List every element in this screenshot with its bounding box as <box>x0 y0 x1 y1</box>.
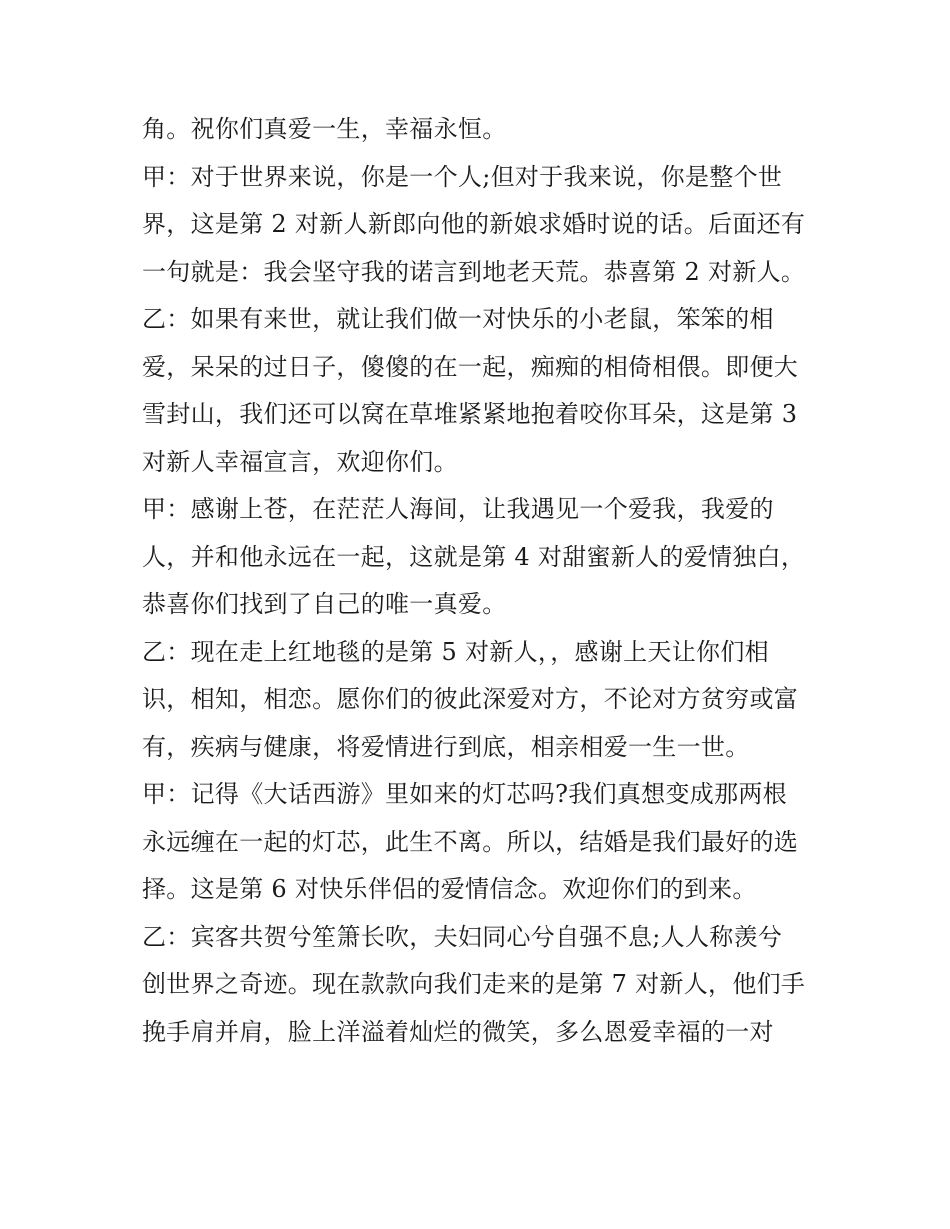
text-line: 甲：感谢上苍，在茫茫人海间，让我遇见一个爱我，我爱的 <box>142 495 774 523</box>
document-body <box>142 106 812 1056</box>
text-line: 有，疾病与健康，将爱情进行到底，相亲相爱一生一世。 <box>142 732 750 761</box>
text-line: 角。祝你们真爱一生，幸福永恒。 <box>142 115 507 143</box>
text-line: 乙：宾客共贺兮笙箫长吹，夫妇同心兮自强不息;人人称羡兮 <box>142 922 783 951</box>
text-line: 界，这是第 2 对新人新郎向他的新娘求婚时说的话。后面还有 <box>142 210 806 238</box>
text-line: 乙：现在走上红地毯的是第 5 对新人，，感谢上天让你们相 <box>142 637 769 666</box>
text-line: 甲：记得《大话西游》里如来的灯芯吗?我们真想变成那两根 <box>142 780 787 808</box>
text-line: 永远缠在一起的灯芯，此生不离。所以，结婚是我们最好的选 <box>142 827 799 856</box>
text-line: 甲：对于世界来说，你是一个人;但对于我来说，你是整个世 <box>142 162 783 191</box>
text-line: 爱，呆呆的过日子，傻傻的在一起，痴痴的相倚相偎。即便大 <box>142 352 799 381</box>
text-line: 创世界之奇迹。现在款款向我们走来的是第 7 对新人，他们手 <box>142 970 806 998</box>
text-line: 雪封山，我们还可以窝在草堆紧紧地抱着咬你耳朵，这是第 3 <box>142 400 798 428</box>
text-line: 识，相知，相恋。愿你们的彼此深爱对方，不论对方贫穷或富 <box>142 685 799 713</box>
text-line: 恭喜你们找到了自己的唯一真爱。 <box>142 590 507 618</box>
text-line: 对新人幸福宣言，欢迎你们。 <box>142 447 458 476</box>
text-line: 一句就是：我会坚守我的诺言到地老天荒。恭喜第 2 对新人。 <box>142 257 806 286</box>
text-line: 人，并和他永远在一起，这就是第 4 对甜蜜新人的爱情独白， <box>142 542 806 571</box>
text-line: 乙：如果有来世，就让我们做一对快乐的小老鼠，笨笨的相 <box>142 305 774 333</box>
text-line: 择。这是第 6 对快乐伴侣的爱情信念。欢迎你们的到来。 <box>142 875 757 903</box>
text-line: 挽手肩并肩，脸上洋溢着灿烂的微笑，多么恩爱幸福的一对 <box>142 1017 774 1046</box>
